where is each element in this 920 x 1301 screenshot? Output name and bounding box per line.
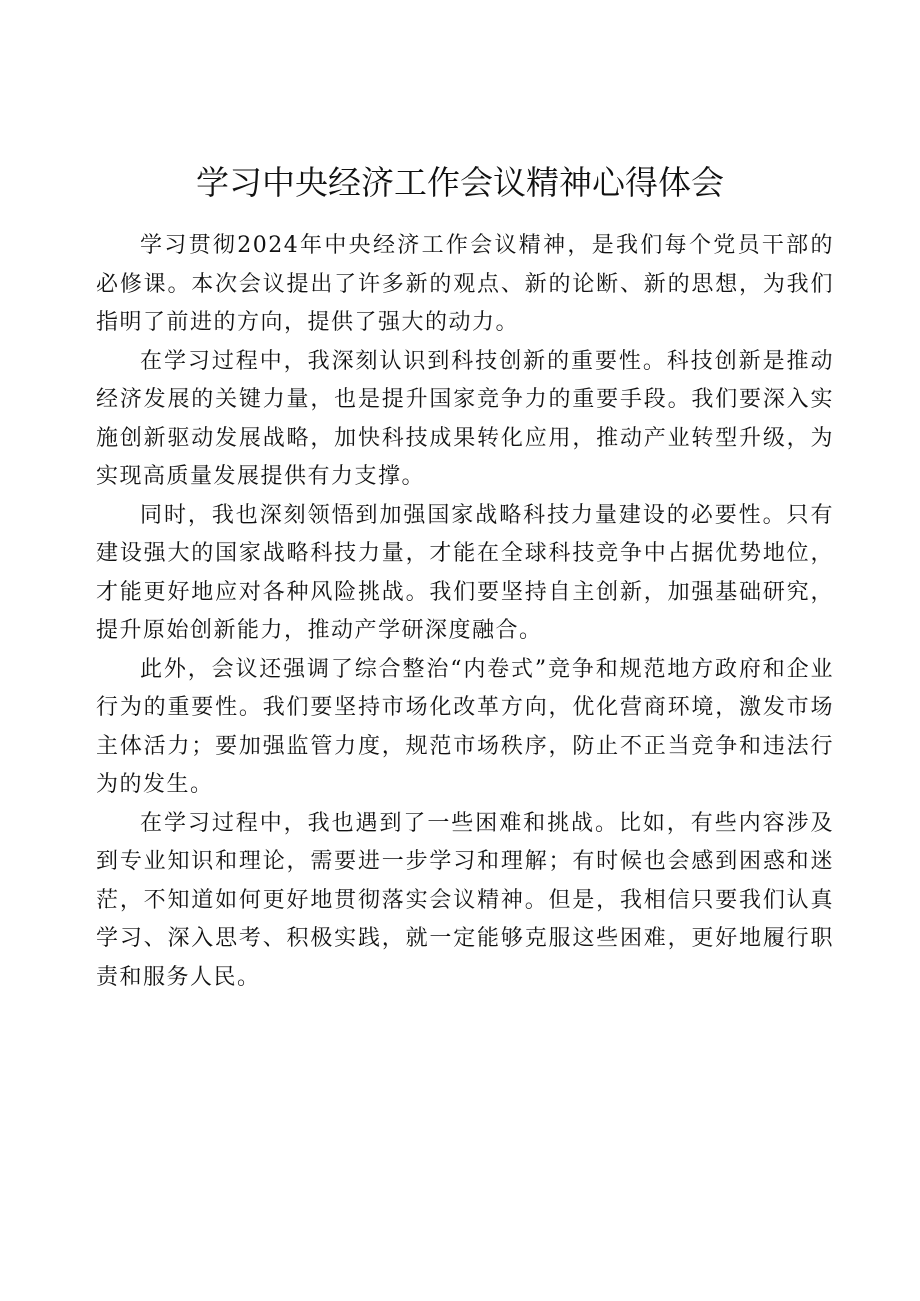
paragraph: 在学习过程中，我也遇到了一些困难和挑战。比如，有些内容涉及到专业知识和理论，需要进一步学习和理解；有时候也会感到困惑和迷茫，不知道如何更好地贯彻落实会议精神。但是，我相信只要我们认真学习、深入思考、积极实践，就一定能够克服这些困难，更好地履行职责和服务人民。: [96, 810, 834, 990]
paragraph: 同时，我也深刻领悟到加强国家战略科技力量建设的必要性。只有建设强大的国家战略科技力量，才能在全球科技竞争中占据优势地位，才能更好地应对各种风险挑战。我们要坚持自主创新，加强基础研究，提升原始创新能力，推动产学研深度融合。: [96, 502, 834, 643]
paragraph: 此外，会议还强调了综合整治“内卷式”竞争和规范地方政府和企业行为的重要性。我们要坚持市场化改革方向，优化营商环境，激发市场主体活力；要加强监管力度，规范市场秩序，防止不正当竞争和违法行为的发生。: [96, 656, 834, 797]
document-title: 学习中央经济工作会议精神心得体会: [196, 163, 724, 202]
document-body: [96, 227, 834, 997]
paragraph: 在学习过程中，我深刻认识到科技创新的重要性。科技创新是推动经济发展的关键力量，也是提升国家竞争力的重要手段。我们要深入实施创新驱动发展战略，加快科技成果转化应用，推动产业转型升级，为实现高质量发展提供有力支撑。: [96, 348, 834, 489]
paragraph: 学习贯彻2024年中央经济工作会议精神，是我们每个党员干部的必修课。本次会议提出了许多新的观点、新的论断、新的思想，为我们指明了前进的方向，提供了强大的动力。: [96, 233, 834, 335]
